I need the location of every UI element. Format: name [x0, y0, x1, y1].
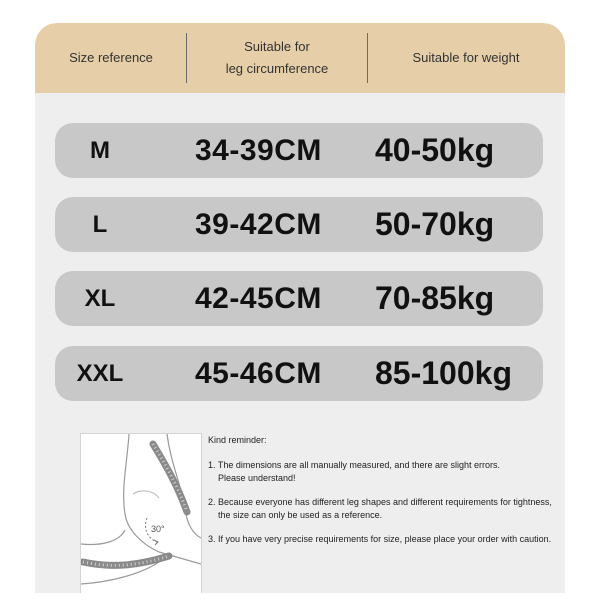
size-chart-card	[35, 23, 565, 593]
reminder-item-2-line1: 2. Because everyone has different leg shapes and different requirements for tightness,	[208, 497, 552, 507]
header-weight-label: Suitable for weight	[412, 50, 520, 65]
circumference-value: 34-39CM	[195, 133, 322, 167]
size-chart-header	[35, 23, 565, 93]
kind-reminder	[208, 434, 565, 557]
weight-value: 40-50kg	[375, 132, 495, 168]
size-label: M	[90, 136, 110, 164]
weight-value: 70-85kg	[375, 280, 495, 316]
circumference-value: 39-42CM	[195, 207, 322, 241]
size-label: XL	[84, 284, 116, 312]
angle-label: 30°	[151, 524, 165, 534]
weight-value: 85-100kg	[375, 355, 512, 391]
size-label: L	[92, 210, 108, 238]
knee-measurement-illustration	[80, 433, 202, 593]
size-row-xl	[55, 271, 543, 326]
weight-value: 50-70kg	[375, 206, 495, 242]
circumference-value: 45-46CM	[195, 356, 322, 390]
circumference-value: 42-45CM	[195, 281, 322, 315]
reminder-item-1-line1: 1. The dimensions are all manually measured, and there are slight errors.	[208, 460, 500, 470]
header-leg-circumference-line2: leg circumference	[225, 61, 329, 76]
reminder-item-1	[208, 459, 565, 485]
header-size-reference-label: Size reference	[69, 50, 153, 65]
reminder-title: Kind reminder:	[208, 435, 267, 445]
knee-sketch-icon	[81, 434, 201, 593]
header-weight	[367, 23, 565, 93]
size-label: XXL	[76, 359, 124, 387]
reminder-item-2	[208, 496, 565, 522]
size-row-m	[55, 123, 543, 178]
reminder-item-1-line2: Please understand!	[218, 473, 296, 483]
reminder-item-2-line2: the size can only be used as a reference.	[218, 510, 383, 520]
header-leg-circumference-line1: Suitable for	[244, 39, 310, 54]
size-row-xxl	[55, 346, 543, 401]
size-row-l	[55, 197, 543, 252]
reminder-item-3-line1: 3. If you have very precise requirements for size, please place your order with caution.	[208, 534, 552, 544]
header-leg-circumference	[187, 23, 367, 93]
reminder-item-3	[208, 533, 565, 546]
header-size-reference	[35, 23, 187, 93]
